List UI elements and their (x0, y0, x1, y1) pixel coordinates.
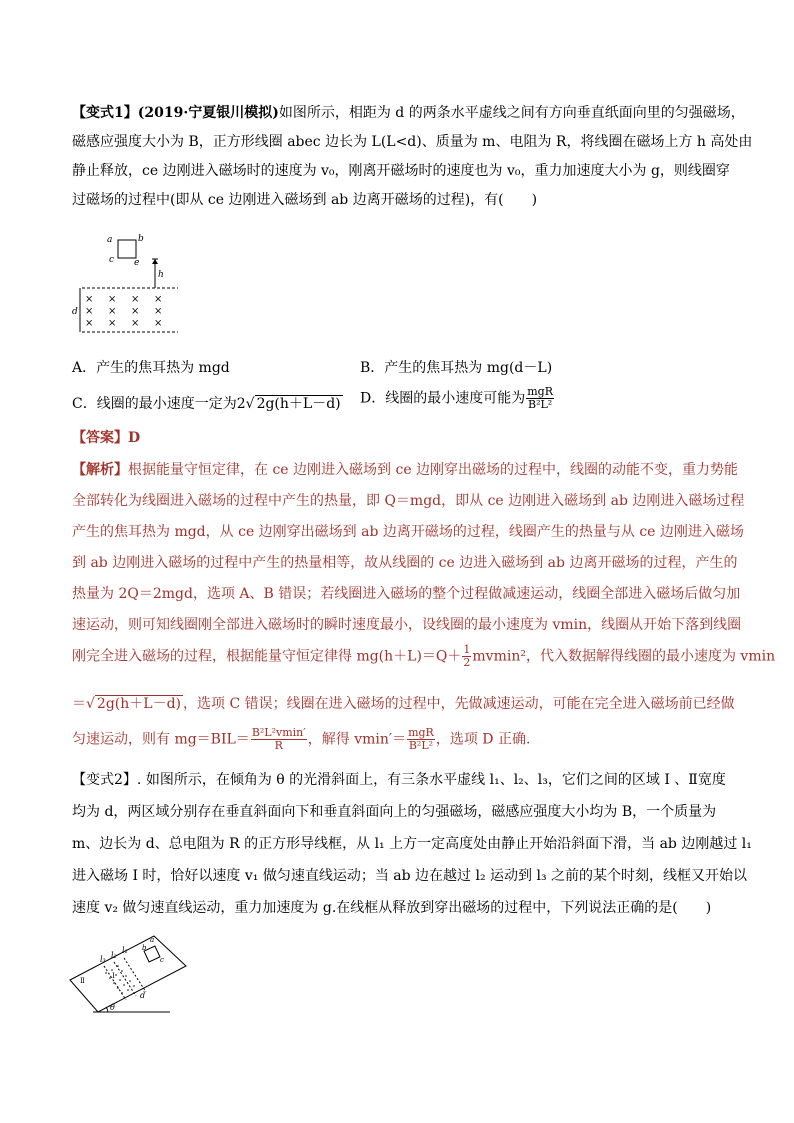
fig-label-h: h (158, 270, 164, 280)
analysis-line-8: ＝√ 2g(h＋L－d) ，选项 C 错误；线圈在进入磁场的过程中，先做减速运动，可能在完全进入磁场前已经做 (72, 696, 735, 712)
fig-label-c: c (109, 255, 115, 265)
svg-text:×: × (85, 306, 94, 317)
svg-text:×: × (154, 294, 163, 305)
option-b[interactable]: B．产生的焦耳热为 mg(d－L) (360, 360, 553, 376)
analysis-label: 【解析】 (72, 462, 128, 478)
fig2-l1: l₁ (122, 946, 128, 955)
option-d-num: mgR (527, 385, 553, 398)
q1-line2: 磁感应强度大小为 B，正方形线圈 abec 边长为 L(L<d)、质量为 m、电阻为 R，将线圈在磁场上方 h 高处由 (72, 134, 753, 150)
option-d-den: B²L² (528, 398, 553, 411)
fig2-region-2: Ⅱ (80, 977, 85, 985)
option-c-radicand: 2g(h＋L－d) (256, 396, 341, 412)
q1-text-1: 如图所示，相距为 d 的两条水平虚线之间有方向垂直纸面向里的匀强磁场， (278, 105, 745, 121)
coil-square (118, 240, 136, 258)
analysis-line-7: 刚完全进入磁场的过程，根据能量守恒定律得 mg(h＋L)＝Q＋ $\frac{1}{2}$ mvmin²，代入数据解得线圈的最小速度为 vmin (72, 643, 776, 669)
svg-text:×: × (85, 294, 94, 305)
fig-label-d: d (72, 307, 78, 317)
l2-line (114, 962, 136, 996)
analysis-line-4: 到 ab 边刚进入磁场的过程中产生的热量相等，故从线圈的 ce 边进入磁场到 ab 边离开磁场的过程，产生的 (72, 555, 738, 571)
q1-line4: 过磁场的过程中(即从 ce 边刚进入磁场到 ab 边离开磁场的过程)，有( ) (72, 192, 538, 208)
option-c-coef: 2 (236, 396, 246, 412)
q1-line1 (72, 103, 745, 123)
q2-line2: 均为 d，两区域分别存在垂直斜面向下和垂直斜面向上的匀强磁场，磁感应强度大小均为 B，一个质量为 (72, 804, 717, 820)
svg-text:×: × (154, 306, 163, 317)
svg-text:×: × (108, 306, 117, 317)
q2-line4: 进入磁场 Ⅰ 时，恰好以速度 v₁ 做匀速直线运动；当 ab 边在越过 l₂ 运动到 l₃ 之前的某个时刻，线框又开始以 (72, 868, 748, 884)
analysis-line-6: 速运动，则可知线圈刚全部进入磁场时的瞬时速度最小，设线圈的最小速度为 vmin，线圈从开始下落到线圈 (72, 617, 742, 633)
svg-text:×: × (85, 318, 94, 329)
analysis-line-9: 匀速运动，则有 mg＝BIL＝ $\frac{\text{B²L²vmin′}}{R}$ ，解得 vmin′＝ $\frac{\text{mgR}}{\text{B²L²}}$ ，选项 D 正确. (72, 726, 531, 752)
svg-text:×: × (131, 306, 140, 317)
incline-plane (70, 936, 186, 1012)
option-d[interactable] (360, 386, 555, 411)
q1-label: 【变式1】 (72, 105, 138, 121)
fig2-l2: l₂ (111, 951, 117, 960)
field-region-dots (105, 965, 135, 994)
q1-source: (2019·宁夏银川模拟) (137, 105, 279, 121)
answer-value: D (128, 430, 141, 446)
magnetic-field-figure (70, 228, 190, 338)
q2-line1: 【变式2】. 如图所示，在倾角为 θ 的光滑斜面上，有三条水平虚线 l₁、l₂、l₃，它们之间的区域 Ⅰ 、Ⅱ宽度 (72, 772, 726, 788)
fig-label-e: e (134, 258, 140, 268)
answer-line (72, 428, 724, 448)
svg-text:×: × (108, 318, 117, 329)
incline-figure (68, 928, 188, 1018)
option-a[interactable]: A．产生的焦耳热为 mgd (72, 360, 230, 376)
analysis-line-5: 热量为 2Q＝2mgd，选项 A、B 错误；若线圈进入磁场的整个过程做减速运动，线圈全部进入磁场后做匀加 (72, 586, 741, 602)
theta-arc (106, 1007, 108, 1012)
fig-label-b: b (138, 234, 144, 244)
q2-line3: m、边长为 d、总电阻为 R 的正方形导线框，从 l₁ 上方一定高度处由静止开始沿斜面下滑，当 ab 边刚越过 l₁ (72, 836, 752, 852)
svg-text:×: × (131, 318, 140, 329)
l1-line (124, 958, 146, 992)
fig2-region-1: Ⅰ (112, 972, 115, 980)
analysis-line-1: 【解析】根据能量守恒定律，在 ce 边刚进入磁场到 ce 边刚穿出磁场的过程中，线圈的动能不变，重力势能 (72, 462, 739, 478)
q2-line5: 速度 v₂ 做匀速直线运动，重力加速度为 g.在线框从释放到穿出磁场的过程中，下列说法正确的是( ) (72, 900, 712, 916)
analysis-line-2: 全部转化为线圈进入磁场的过程中产生的热量，即 Q＝mgd，即从 ce 边刚进入磁场到 ab 边刚进入磁场过程 (72, 493, 745, 509)
fig-label-a: a (107, 235, 113, 245)
analysis-line-3: 产生的焦耳热为 mgd，从 ce 边刚穿出磁场到 ab 边离开磁场的过程，线圈产生的热量与从 ce 边刚进入磁场 (72, 524, 744, 540)
option-d-text: D．线圈的最小速度可能为 (360, 390, 526, 407)
q2-label: 【变式2】 (72, 772, 137, 788)
svg-text:×: × (131, 294, 140, 305)
fig2-c: c (160, 956, 164, 964)
fig2-d: d (140, 991, 146, 1000)
q1-line3: 静止释放，ce 边刚进入磁场时的速度为 v₀，刚离开磁场时的速度也为 v₀，重力加速度大小为 g，则线圈穿 (72, 163, 730, 179)
fig2-theta: θ (110, 1003, 115, 1012)
svg-text:×: × (108, 294, 117, 305)
option-c[interactable]: C．线圈的最小速度一定为2√ 2g(h＋L－d) (72, 396, 341, 412)
fig2-l3: l₃ (100, 955, 106, 964)
field-crosses (85, 294, 162, 329)
answer-label: 【答案】 (72, 430, 128, 446)
fig2-b: b (142, 944, 147, 952)
svg-text:×: × (154, 318, 163, 329)
fig2-a: a (150, 936, 155, 944)
option-c-text: C．线圈的最小速度一定为 (72, 396, 237, 412)
